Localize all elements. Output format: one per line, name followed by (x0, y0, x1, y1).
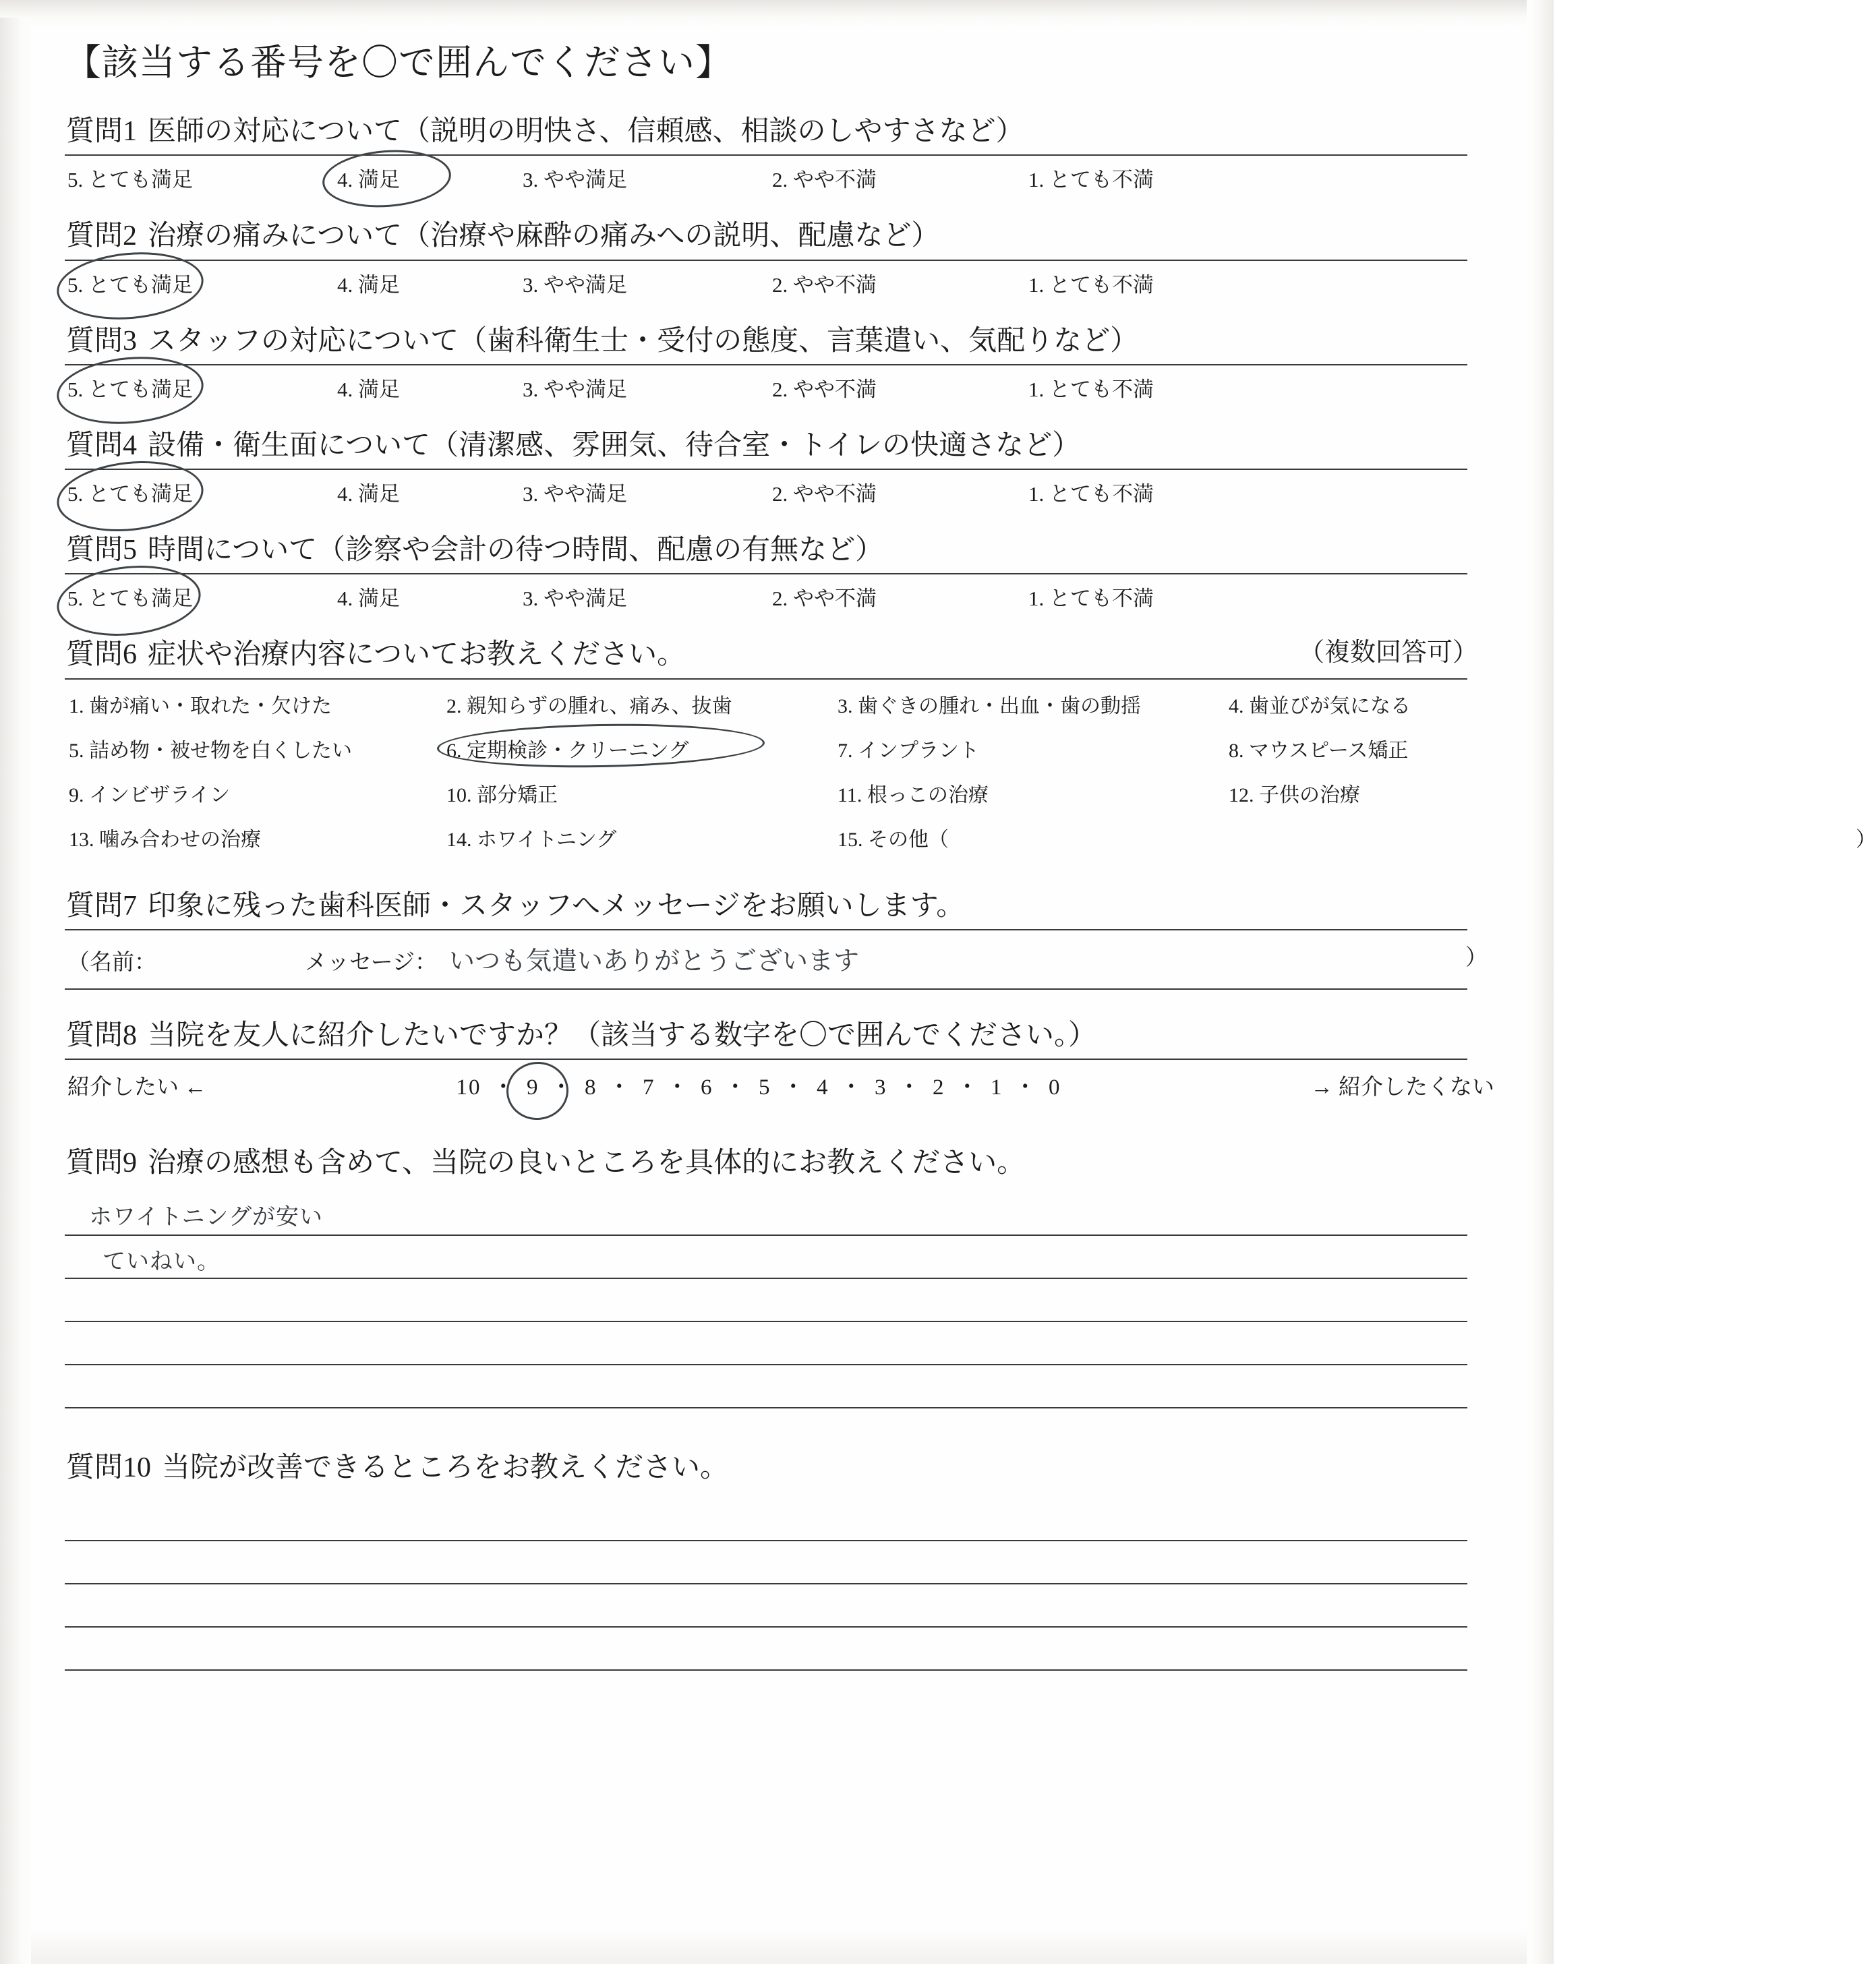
q9-line-3[interactable] (65, 1279, 1467, 1322)
q6-option-8[interactable]: 8. マウスピース矯正 (1229, 739, 1409, 762)
q2-option-3[interactable]: 3. やや満足 (523, 272, 627, 297)
q8-number-5[interactable]: 5 (759, 1075, 771, 1100)
q8-sep-5: ・ (724, 1075, 748, 1100)
question-6-text: 症状や治療内容についてお教えください。 (148, 639, 686, 671)
q9-line-5[interactable] (65, 1365, 1467, 1408)
question-3-text: スタッフの対応について（歯科衛生士・受付の態度、言葉遣い、気配りなど） (148, 325, 1139, 357)
q1-option-5[interactable]: 5. とても満足 (67, 168, 193, 192)
q9-answer-1: ホワイトニングが安い (89, 1203, 323, 1231)
question-9-answer-area[interactable] (65, 1186, 1494, 1408)
question-6-number: 質問6 (66, 639, 138, 671)
question-block-5 (65, 531, 1494, 630)
q6-grid-filler (1229, 823, 1485, 852)
q6-option-3[interactable]: 3. 歯ぐきの腫れ・出血・歯の動揺 (838, 694, 1141, 717)
q4-option-5[interactable] (67, 477, 337, 507)
question-block-1 (65, 113, 1494, 212)
q1-option-2[interactable]: 2. やや不満 (772, 168, 877, 192)
question-10-heading (66, 1449, 1494, 1487)
q8-sep-8: ・ (898, 1075, 922, 1100)
question-1-number: 質問1 (66, 116, 138, 147)
q8-sep-9: ・ (956, 1075, 980, 1100)
question-block-2 (65, 217, 1494, 316)
question-7-number: 質問7 (66, 890, 138, 922)
question-9-number: 質問9 (66, 1148, 138, 1179)
q9-line-4[interactable] (65, 1322, 1467, 1365)
q10-line-1[interactable] (65, 1498, 1467, 1541)
question-4-text: 設備・衛生面について（清潔感、雰囲気、待合室・トイレの快適さなど） (148, 429, 1081, 461)
q8-number-8[interactable]: 8 (585, 1075, 597, 1100)
q8-number-7[interactable]: 7 (643, 1075, 655, 1100)
q6-option-4[interactable]: 4. 歯並びが気になる (1229, 694, 1411, 717)
q8-sep-2: ・ (550, 1075, 574, 1100)
q8-sep-1: ・ (492, 1075, 516, 1100)
q6-option-5[interactable]: 5. 詰め物・被せ物を白くしたい (69, 739, 352, 762)
q8-number-1[interactable]: 1 (991, 1075, 1003, 1100)
question-8-scale (65, 1060, 1494, 1119)
q8-number-4[interactable]: 4 (817, 1075, 829, 1100)
q4-option-3[interactable]: 3. やや満足 (523, 482, 627, 506)
q8-number-6[interactable]: 6 (701, 1075, 713, 1100)
q7-close-paren: ） (1465, 945, 1488, 970)
q6-option-14[interactable]: 14. ホワイトニング (446, 828, 617, 851)
q8-sep-7: ・ (840, 1075, 864, 1100)
q3-option-5[interactable] (67, 372, 337, 403)
question-5-heading (66, 531, 1494, 569)
question-8-number: 質問8 (66, 1019, 138, 1051)
question-3-heading (66, 322, 1494, 360)
q4-option-1[interactable]: 1. とても不満 (1028, 482, 1154, 506)
question-6-options (65, 680, 1876, 856)
q3-option-2[interactable]: 2. やや不満 (772, 377, 877, 401)
q8-sep-4: ・ (666, 1075, 690, 1100)
q10-line-2[interactable] (65, 1541, 1467, 1584)
q6-option-7[interactable]: 7. インプラント (838, 739, 979, 762)
question-2-heading (66, 217, 1494, 255)
q4-option-2[interactable]: 2. やや不満 (772, 482, 877, 506)
q8-number-3[interactable]: 3 (875, 1075, 887, 1100)
q4-option-5-label: 5. とても満足 (67, 482, 193, 506)
q8-number-2[interactable]: 2 (933, 1075, 945, 1100)
question-block-3 (65, 322, 1494, 421)
q8-number-scale (452, 1069, 1065, 1101)
q6-option-11[interactable]: 11. 根っこの治療 (838, 783, 989, 806)
question-7-answer-row[interactable] (65, 930, 1494, 988)
q5-option-4[interactable]: 4. 満足 (337, 587, 400, 611)
question-10-text: 当院が改善できるところをお教えください。 (162, 1452, 729, 1484)
question-10-answer-area[interactable] (65, 1491, 1494, 1671)
q8-right-label: → 紹介したくない (1310, 1075, 1494, 1100)
question-6-heading (66, 636, 1494, 674)
q9-line-2[interactable] (65, 1236, 1467, 1279)
q8-sep-10: ・ (1014, 1075, 1038, 1100)
question-9-heading (66, 1144, 1494, 1182)
q6-option-15[interactable] (838, 823, 1876, 852)
q3-option-5-label: 5. とても満足 (67, 377, 193, 401)
question-2-number: 質問2 (66, 220, 138, 252)
q6-option-6[interactable] (446, 734, 838, 763)
q8-number-10[interactable]: 10 (456, 1075, 481, 1100)
question-1-text: 医師の対応について（説明の明快さ、信頼感、相談のしやすさなど） (148, 116, 1024, 147)
q2-option-5[interactable] (67, 268, 337, 298)
q10-line-4[interactable] (65, 1628, 1467, 1671)
q5-option-5-label: 5. とても満足 (67, 587, 193, 611)
question-3-scale (65, 365, 1494, 421)
q2-option-5-label: 5. とても満足 (67, 272, 193, 297)
q2-option-2[interactable]: 2. やや不満 (772, 272, 877, 297)
q7-message-value: いつも気遣いありがとうございます (449, 945, 860, 976)
survey-content (65, 34, 1876, 1676)
page-title: 【該当する番号を〇で囲んでください】 (65, 42, 732, 83)
question-5-number: 質問5 (66, 535, 138, 566)
question-7-text: 印象に残った歯科医師・スタッフへメッセージをお願いします。 (148, 890, 965, 922)
q7-name-label: （名前： (67, 950, 156, 975)
question-block-6 (65, 636, 1876, 856)
q8-number-9-label: 9 (527, 1075, 539, 1100)
question-1-heading (66, 113, 1494, 150)
question-block-10 (65, 1449, 1494, 1670)
q6-option-2[interactable]: 2. 親知らずの腫れ、痛み、抜歯 (446, 694, 732, 717)
question-4-number: 質問4 (66, 429, 138, 461)
q6-option-6-label: 6. 定期検診・クリーニング (446, 739, 689, 762)
question-10-number: 質問10 (66, 1452, 152, 1484)
question-2-text: 治療の痛みについて（治療や麻酔の痛みへの説明、配慮など） (148, 220, 940, 252)
q2-option-4[interactable]: 4. 満足 (337, 272, 400, 297)
q8-number-0[interactable]: 0 (1049, 1075, 1061, 1100)
question-block-4 (65, 427, 1494, 526)
q5-option-3[interactable]: 3. やや満足 (523, 587, 627, 611)
q7-message-label: メッセージ： (305, 950, 438, 975)
q1-option-3[interactable]: 3. やや満足 (523, 168, 627, 192)
question-4-scale (65, 470, 1494, 526)
q8-sep-6: ・ (782, 1075, 806, 1100)
q3-option-1[interactable]: 1. とても不満 (1028, 377, 1154, 401)
q8-number-9[interactable] (523, 1075, 550, 1100)
question-8-heading (66, 1017, 1494, 1054)
question-8-text: 当院を友人に紹介したいですか？（該当する数字を〇で囲んでください。） (148, 1019, 1097, 1051)
question-6-note: （複数回答可） (1298, 638, 1478, 667)
question-3-number: 質問3 (66, 325, 138, 357)
question-9-text: 治療の感想も含めて、当院の良いところを具体的にお教えください。 (148, 1148, 1026, 1179)
question-block-8 (65, 1017, 1494, 1119)
q2-option-1[interactable]: 1. とても不満 (1028, 272, 1154, 297)
q5-option-5[interactable] (67, 581, 337, 612)
q5-option-2[interactable]: 2. やや不満 (772, 587, 877, 611)
q6-option-13[interactable]: 13. 噛み合わせの治療 (69, 828, 261, 851)
q4-option-4[interactable]: 4. 満足 (337, 482, 400, 506)
paper-edge-top (0, 0, 1554, 18)
question-7-heading (66, 887, 1494, 925)
question-block-9 (65, 1144, 1494, 1408)
q9-answer-2: ていねい。 (102, 1248, 221, 1276)
question-1-scale (65, 156, 1494, 212)
q6-option-12[interactable]: 12. 子供の治療 (1229, 783, 1360, 806)
question-2-scale (65, 261, 1494, 317)
question-4-heading (66, 427, 1494, 465)
q5-option-1[interactable]: 1. とても不満 (1028, 587, 1154, 611)
q8-left-label: 紹介したい ← (67, 1075, 207, 1100)
paper-edge-left (0, 0, 31, 1964)
q10-line-3[interactable] (65, 1584, 1467, 1628)
q6-option-10[interactable]: 10. 部分矯正 (446, 783, 558, 806)
q1-option-4[interactable] (337, 162, 523, 193)
paper-edge-right (1527, 0, 1554, 1964)
question-5-text: 時間について（診察や会計の待つ時間、配慮の有無など） (148, 535, 884, 566)
q6-option-9[interactable]: 9. インビザライン (69, 783, 231, 806)
q3-option-3[interactable]: 3. やや満足 (523, 377, 627, 401)
q6-option-1[interactable]: 1. 歯が痛い・取れた・欠けた (69, 694, 332, 717)
question-7-answer-rule (65, 988, 1467, 990)
q3-option-4[interactable]: 4. 満足 (337, 377, 400, 401)
question-5-scale (65, 574, 1494, 630)
question-block-7 (65, 887, 1494, 990)
q1-option-1[interactable]: 1. とても不満 (1028, 168, 1154, 192)
q6-option-15-close-paren: ） (1856, 828, 1876, 851)
q8-sep-3: ・ (608, 1075, 632, 1100)
q9-line-1[interactable] (65, 1193, 1467, 1236)
q1-option-4-label: 4. 満足 (337, 168, 400, 192)
q6-option-15-label: 15. その他（ (838, 828, 949, 851)
